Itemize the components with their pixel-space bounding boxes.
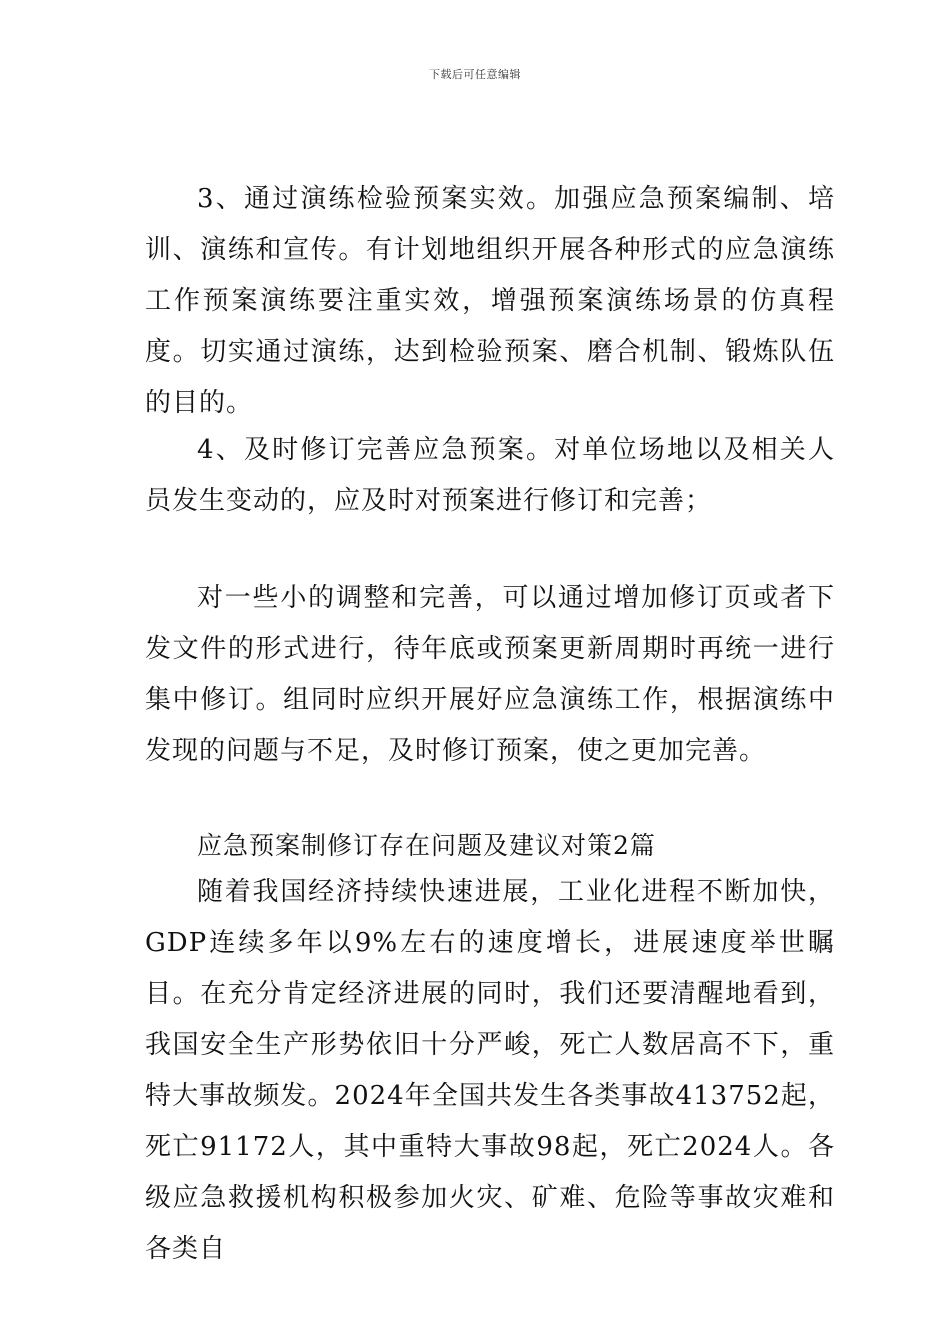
paragraph-timely-revision: 4、及时修订完善应急预案。对单位场地以及相关人员发生变动的，应及时对预案进行修订和完善； [145, 435, 835, 516]
paragraph-drill-verification: 3、通过演练检验预案实效。加强应急预案编制、培训、演练和宣传。有计划地组织开展各种形式的应急演练工作预案演练要注重实效，增强预案演练场景的仿真程度。切实通过演练，达到检验预案、磨合机制、锻炼队伍的目的。 [145, 184, 835, 418]
paragraph-minor-adjustments: 对一些小的调整和完善，可以通过增加修订页或者下发文件的形式进行，待年底或预案更新周期时再统一进行集中修订。组同时应织开展好应急演练工作，根据演练中发现的问题与不足，及时修订预案，使之更加完善。 [145, 583, 835, 766]
section-heading: 应急预案制修订存在问题及建议对策2篇 [197, 831, 656, 860]
page-header: 下载后可任意编辑 [429, 68, 521, 81]
paragraph-economic-development: 随着我国经济持续快速进展，工业化进程不断加快，GDP连续多年以9%左右的速度增长，进展速度举世瞩目。在充分肯定经济进展的同时，我们还要清醒地看到，我国安全生产形势依旧十分严峻，死亡人数居高不下，重特大事故频发。2024年全国共发生各类事故413752起，死亡91172人，其中重特大事故98起，死亡2024人。各级应急救援机构积极参加火灾、矿难、危险等事故灾难和各类自 [145, 877, 835, 1264]
